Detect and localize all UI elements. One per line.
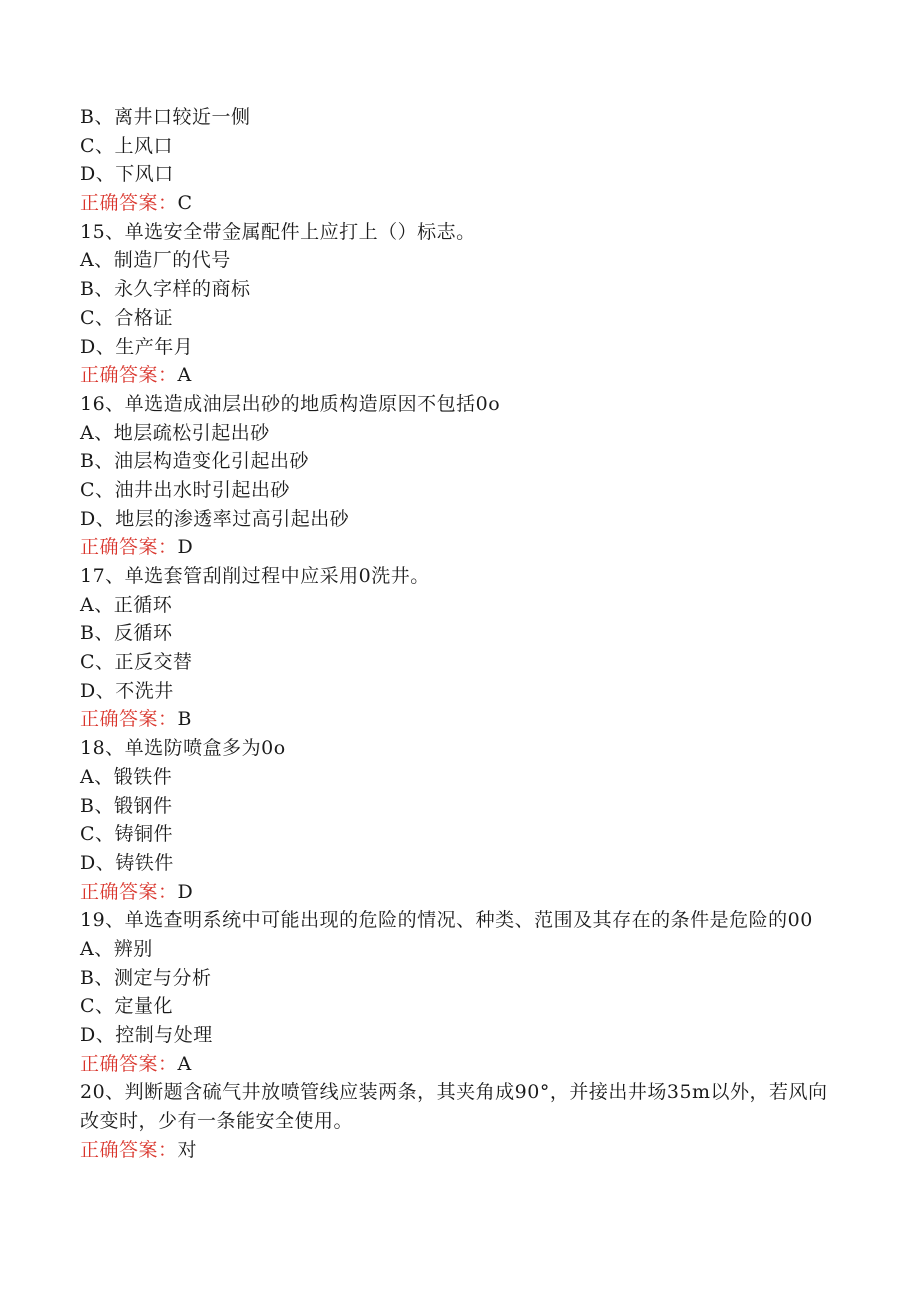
option-c: C、定量化 (80, 995, 174, 1018)
answer-value: B (177, 708, 192, 731)
question-text: 20、判断题含硫气井放喷管线应装两条，其夹角成90°，并接出井场35m以外，若风向改变时，少有一条能安全使用。 (80, 1081, 828, 1133)
question-15 (80, 218, 840, 390)
option-a: A、辨别 (80, 937, 153, 960)
question-20 (80, 1078, 840, 1164)
option-a: A、地层疏松引起出砂 (80, 421, 270, 444)
answer-value: 对 (177, 1138, 198, 1161)
answer-label: 正确答案： (80, 1138, 178, 1161)
answer-value: A (177, 1052, 192, 1075)
question-19 (80, 906, 840, 1078)
answer-row (80, 361, 840, 390)
answer-value: D (177, 536, 194, 559)
question-text: 19、单选查明系统中可能出现的危险的情况、种类、范围及其存在的条件是危险的00 (80, 909, 813, 932)
option-b: B、油层构造变化引起出砂 (80, 450, 309, 473)
answer-label: 正确答案： (80, 364, 178, 387)
answer-value: A (177, 364, 192, 387)
option-c: C、上风口 (80, 134, 174, 157)
answer-label: 正确答案： (80, 1052, 178, 1075)
answer-label: 正确答案： (80, 192, 178, 215)
option-d: D、生产年月 (80, 335, 194, 358)
option-b: B、离井口较近一侧 (80, 106, 251, 128)
option-c: C、油井出水时引起出砂 (80, 478, 291, 501)
answer-label: 正确答案： (80, 536, 178, 559)
option-d: D、控制与处理 (80, 1024, 213, 1047)
option-d: D、地层的渗透率过高引起出砂 (80, 507, 350, 530)
answer-value: D (177, 880, 194, 903)
question-text: 17、单选套管刮削过程中应采用0洗井。 (80, 565, 430, 587)
option-b: B、测定与分析 (80, 966, 212, 989)
option-a: A、正循环 (80, 593, 173, 616)
answer-label: 正确答案： (80, 708, 178, 731)
option-c: C、正反交替 (80, 651, 193, 674)
answer-row (80, 878, 840, 907)
option-c: C、合格证 (80, 306, 174, 329)
answer-value: C (177, 192, 193, 215)
answer-row (80, 1136, 840, 1165)
answer-row (80, 189, 840, 218)
answer-row (80, 533, 840, 562)
question-14-tail (80, 103, 840, 218)
question-text: 18、单选防喷盒多为0o (80, 737, 286, 760)
question-17 (80, 562, 840, 734)
option-c: C、铸铜件 (80, 823, 174, 846)
option-b: B、反循环 (80, 622, 173, 645)
question-16 (80, 390, 840, 562)
question-text: 15、单选安全带金属配件上应打上（）标志。 (80, 220, 476, 243)
question-text: 16、单选造成油层出砂的地质构造原因不包括0o (80, 392, 501, 415)
option-d: D、下风口 (80, 163, 174, 186)
option-b: B、永久字样的商标 (80, 278, 251, 301)
document-page (80, 103, 840, 1164)
question-18 (80, 734, 840, 906)
option-d: D、铸铁件 (80, 851, 174, 874)
answer-row (80, 705, 840, 734)
option-a: A、制造厂的代号 (80, 249, 231, 272)
option-d: D、不洗井 (80, 679, 174, 702)
option-b: B、锻钢件 (80, 794, 173, 817)
answer-row (80, 1050, 840, 1079)
answer-label: 正确答案： (80, 880, 178, 903)
option-a: A、锻铁件 (80, 765, 173, 788)
